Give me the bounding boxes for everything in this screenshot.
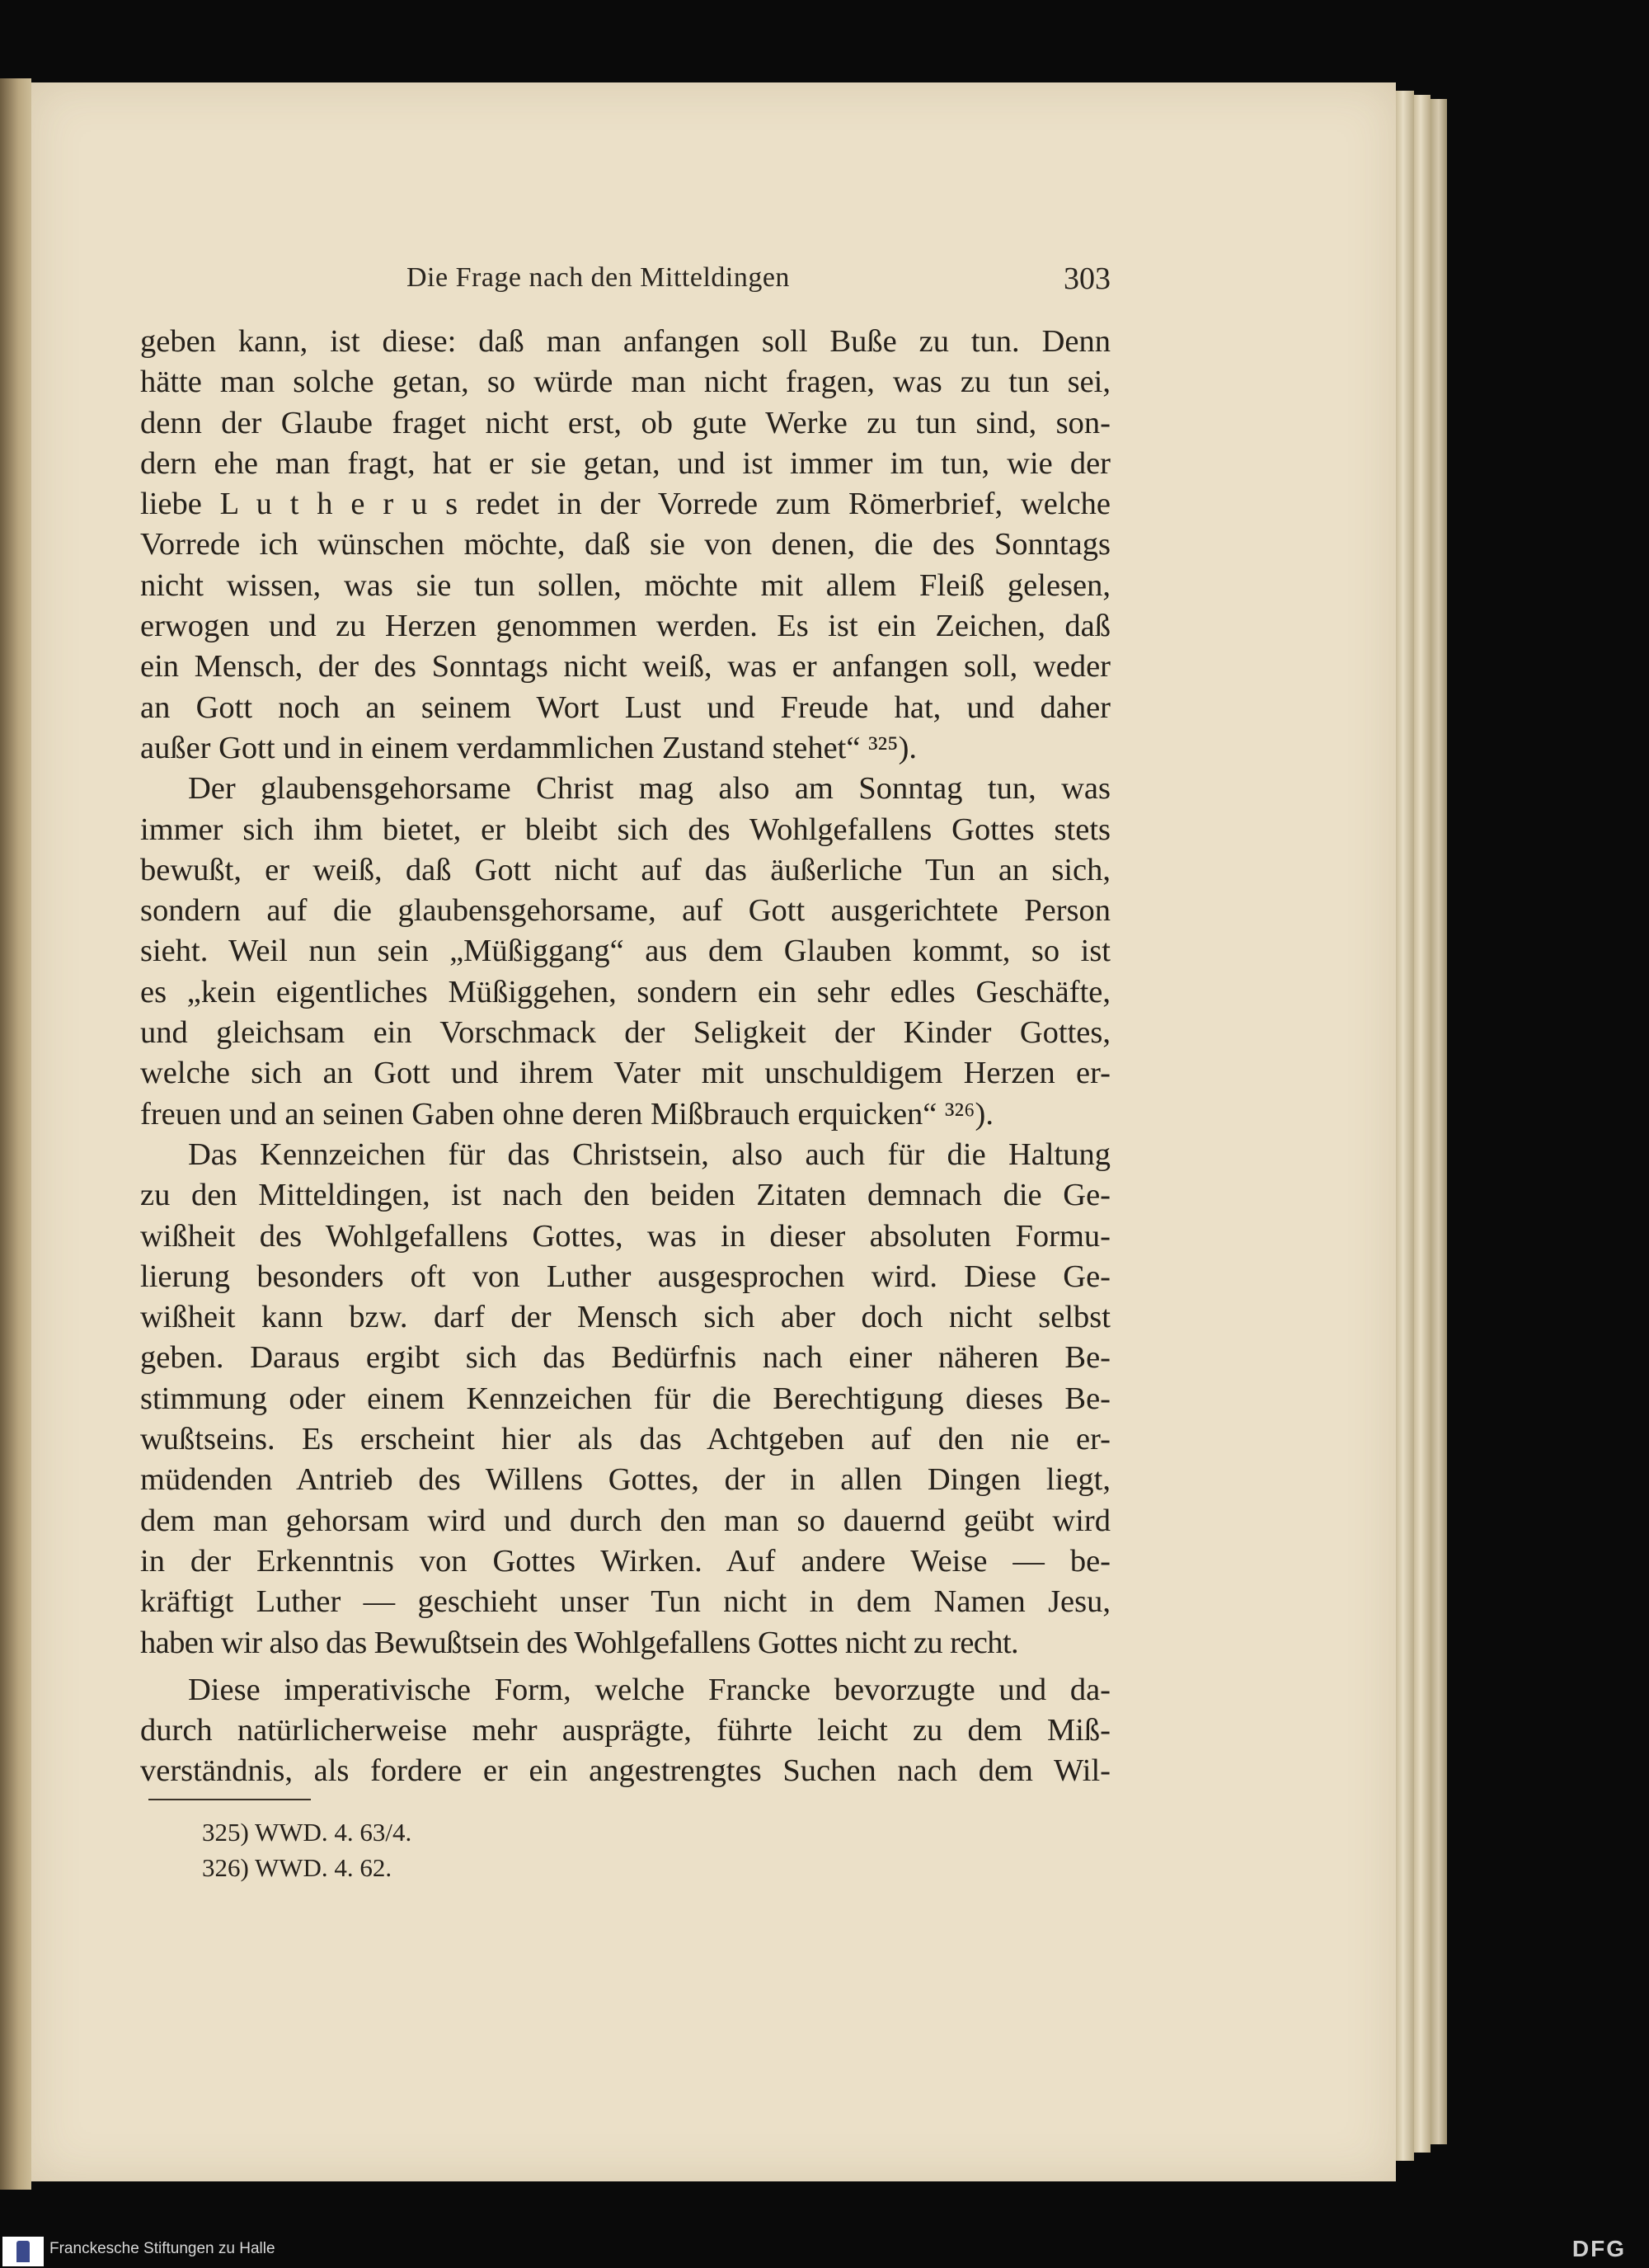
page-edge [1396, 91, 1414, 2161]
text-line: dem man gehorsam wird und durch den man so dauernd geübt wird [140, 1503, 1111, 1538]
text-line: kräftigt Luther — geschieht unser Tun nicht in dem Namen Jesu, [140, 1584, 1111, 1620]
text-line: dern ehe man fragt, hat er sie getan, und ist immer im tun, wie der [140, 445, 1111, 481]
text-line: Der glaubensgehorsame Christ mag also am Sonntag tun, was [188, 771, 1111, 807]
footnote: 325) WWD. 4. 63/4. [202, 1818, 412, 1847]
text-line: bewußt, er weiß, daß Gott nicht auf das äußerliche Tun an sich, [140, 852, 1111, 887]
text-line: Diese imperativische Form, welche Francke bevorzugte und da- [188, 1672, 1111, 1707]
text-line: nicht wissen, was sie tun sollen, möchte mit allem Fleiß gelesen, [140, 567, 1111, 603]
footnote: 326) WWD. 4. 62. [202, 1853, 392, 1882]
text-line: ein Mensch, der des Sonntags nicht weiß, was er anfangen soll, weder [140, 649, 1111, 685]
text-line: Vorrede ich wünschen möchte, daß sie von denen, die des Sonntags [140, 527, 1111, 562]
text-line: erwogen und zu Herzen genommen werden. Es ist ein Zeichen, daß [140, 609, 1111, 644]
institution-name: Franckesche Stiftungen zu Halle [49, 2240, 275, 2257]
text-line: immer sich ihm bietet, er bleibt sich des Wohlgefallens Gottes stets [140, 812, 1111, 847]
text-line: geben. Daraus ergibt sich das Bedürfnis nach einer näheren Be- [140, 1340, 1111, 1376]
text-line: sieht. Weil nun sein „Müßiggang“ aus dem Glauben kommt, so ist [140, 934, 1111, 969]
dfg-logo: DFG [1571, 2236, 1626, 2261]
institution-logo-icon [2, 2237, 44, 2266]
body-text [140, 322, 1111, 1792]
footnote-rule [148, 1799, 311, 1800]
footnotes [202, 1814, 697, 1885]
text-line: hätte man solche getan, so würde man nicht fragen, was zu tun sei, [140, 365, 1111, 400]
text-line: an Gott noch an seinem Wort Lust und Freude hat, und daher [140, 689, 1111, 725]
running-title: Die Frage nach den Mitteldingen [406, 262, 790, 293]
text-line: es „kein eigentliches Müßiggehen, sondern ein sehr edles Geschäfte, [140, 974, 1111, 1009]
text-line: liebe L u t h e r u s redet in der Vorrede zum Römerbrief, welche [140, 487, 1111, 522]
text-line: geben kann, ist diese: daß man anfangen soll Buße zu tun. Denn [140, 324, 1111, 359]
running-head [140, 254, 1111, 303]
text-line: außer Gott und in einem verdammlichen Zustand stehet“ ³²⁵). [140, 730, 918, 765]
text-line: verständnis, als fordere er ein angestrengtes Suchen nach dem Wil- [140, 1753, 1111, 1789]
text-line: welche sich an Gott und ihrem Vater mit unschuldigem Herzen er- [140, 1056, 1111, 1091]
text-line: in der Erkenntnis von Gottes Wirken. Auf andere Weise — be- [140, 1543, 1111, 1579]
text-line: stimmung oder einem Kennzeichen für die Berechtigung dieses Be- [140, 1381, 1111, 1416]
text-line: haben wir also das Bewußtsein des Wohlgefallens Gottes nicht zu recht. [140, 1625, 1019, 1660]
text-line: wißheit kann bzw. darf der Mensch sich aber doch nicht selbst [140, 1300, 1111, 1335]
text-line: und gleichsam ein Vorschmack der Seligkeit der Kinder Gottes, [140, 1015, 1111, 1051]
text-line: Das Kennzeichen für das Christsein, also auch für die Haltung [188, 1136, 1111, 1172]
text-line: sondern auf die glaubensgehorsame, auf Gott ausgerichtete Person [140, 893, 1111, 929]
text-line: zu den Mitteldingen, ist nach den beiden Zitaten demnach die Ge- [140, 1178, 1111, 1213]
text-line: denn der Glaube fraget nicht erst, ob gute Werke zu tun sind, son- [140, 405, 1111, 440]
page-number: 303 [1064, 261, 1111, 296]
text-line: lierung besonders oft von Luther ausgesprochen wird. Diese Ge- [140, 1259, 1111, 1294]
text-line: wißheit des Wohlgefallens Gottes, was in dieser absoluten Formu- [140, 1218, 1111, 1254]
text-line: wußtseins. Es erscheint hier als das Achtgeben auf den nie er- [140, 1422, 1111, 1457]
text-line: müdenden Antrieb des Willens Gottes, der in allen Dingen liegt, [140, 1462, 1111, 1498]
page-edge [1431, 99, 1447, 2144]
text-line: freuen und an seinen Gaben ohne deren Mißbrauch erquicken“ ³²⁶). [140, 1096, 994, 1132]
text-line: durch natürlicherweise mehr ausprägte, führte leicht zu dem Miß- [140, 1713, 1111, 1748]
page-edge [1414, 95, 1431, 2153]
facing-page-edge [0, 78, 31, 2190]
